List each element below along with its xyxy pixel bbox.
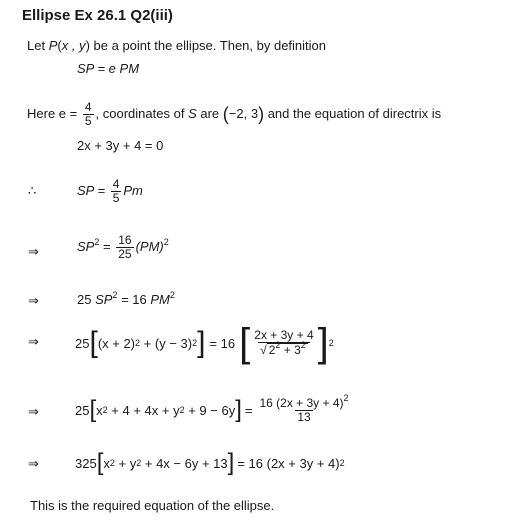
page-title: Ellipse Ex 26.1 Q2(iii) bbox=[22, 7, 173, 24]
here-end: and the equation of directrix is bbox=[267, 105, 442, 121]
intro-text: Let bbox=[27, 38, 46, 53]
step4: 25 [ (x + 2) 2 + (y − 3) 2 ] = 16 [ $\frac{2x + 3y + 4}{√ 2^2 + 3^2}$ ] 2 bbox=[75, 321, 334, 365]
therefore-symbol: ∴ bbox=[28, 183, 37, 198]
focus-name: S bbox=[188, 105, 197, 121]
here-prefix: Here e = bbox=[27, 105, 78, 121]
step5: 25 [ x 2 + 4 + 4x + y 2 + 9 − 6y ] = $\frac{16 (2x + 3y + 4)^2}{13}$ bbox=[75, 392, 349, 424]
definition-equation: SP = e PM bbox=[77, 61, 140, 76]
step6: 325 [ x 2 + y 2 + 4x − 6y + 13 ] = 16 (2x + 3y + 4) 2 bbox=[75, 449, 345, 476]
implies-symbol-1: ⇒ bbox=[28, 244, 39, 259]
conclusion-text: This is the required equation of the ellipse. bbox=[30, 498, 275, 513]
focus-coords: (−2, 3) bbox=[222, 103, 265, 124]
point-coords: (x , y) bbox=[57, 38, 90, 53]
implies-symbol-4: ⇒ bbox=[28, 404, 39, 419]
eccentricity-fraction: $\frac{4}{5}$ bbox=[84, 100, 92, 128]
implies-symbol-3: ⇒ bbox=[28, 334, 39, 349]
step2: $SP^2$ = $\frac{16}{25}$ (PM)$^2$ bbox=[77, 233, 169, 261]
here-mid: , coordinates of bbox=[95, 105, 185, 121]
here-are: are bbox=[200, 105, 220, 121]
point-name: P bbox=[48, 38, 58, 53]
implies-symbol-5: ⇒ bbox=[28, 456, 39, 471]
step3: 25 $SP^2 = 16$ $PM^2$ bbox=[77, 290, 175, 307]
intro-line bbox=[27, 38, 326, 53]
step1: SP = $\frac{4}{5}$ Pm bbox=[77, 177, 143, 205]
here-line bbox=[27, 101, 441, 128]
implies-symbol-2: ⇒ bbox=[28, 293, 39, 308]
directrix-equation: 2x + 3y + 4 = 0 bbox=[77, 138, 164, 153]
intro-rest: be a point the ellipse. Then, by definition bbox=[93, 38, 327, 53]
